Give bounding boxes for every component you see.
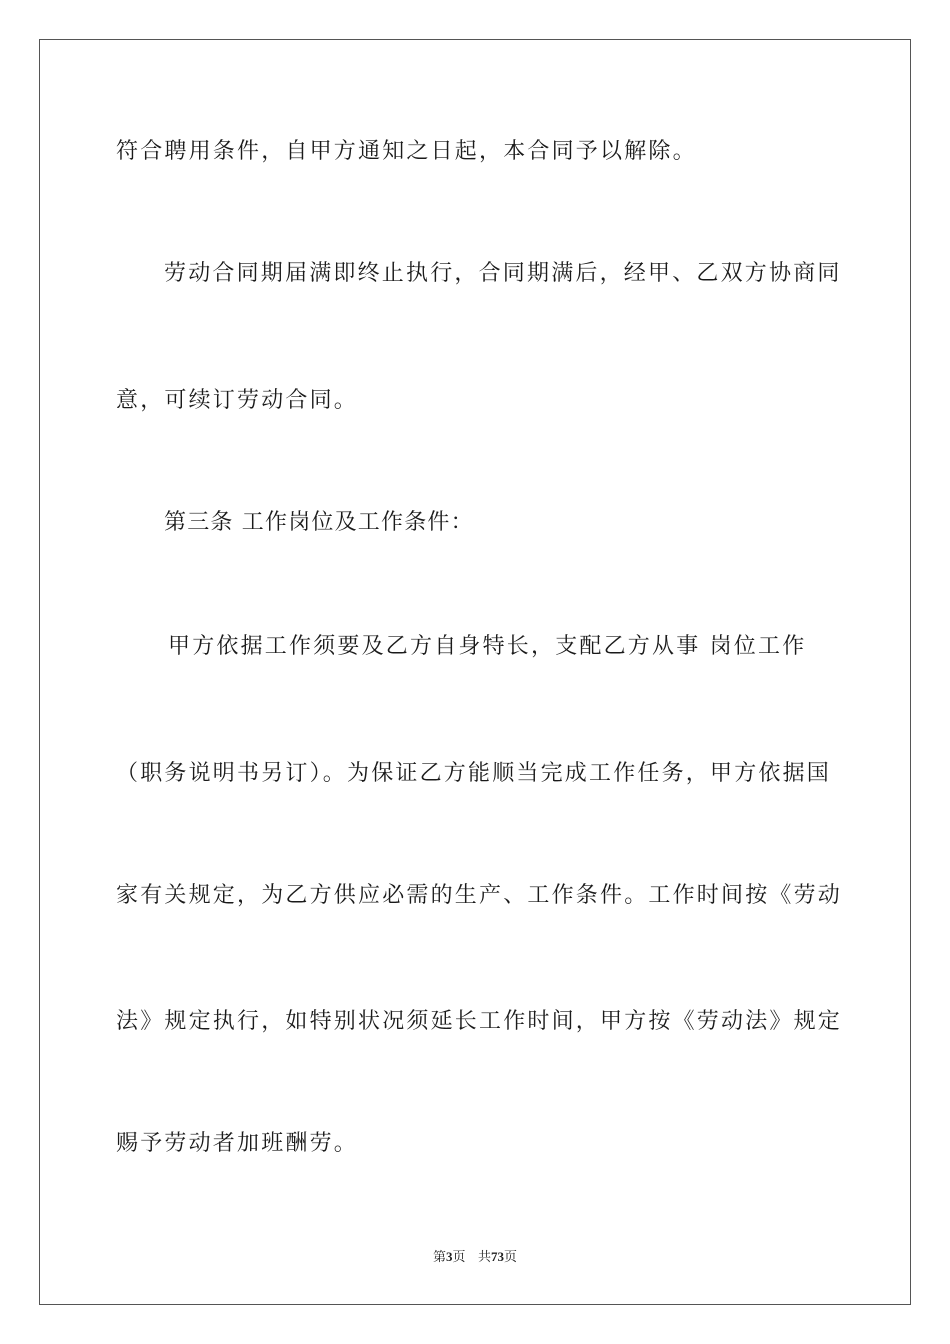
paragraph-line: 劳动合同期届满即终止执行，合同期满后，经甲、乙双方协商同 [164, 261, 842, 286]
total-suffix: 页 [503, 1250, 517, 1265]
page-border [39, 39, 911, 1305]
paragraph-line: 甲方依据工作须要及乙方自身特长，支配乙方从事 岗位工作 [168, 634, 807, 659]
paragraph-line: （职务说明书另订）。为保证乙方能顺当完成工作任务，甲方依据国 [116, 761, 832, 786]
paragraph-line: 意，可续订劳动合同。 [116, 388, 359, 413]
paragraph-line: 家有关规定，为乙方供应必需的生产、工作条件。工作时间按《劳动 [116, 883, 843, 908]
page-number: 3 [446, 1249, 453, 1264]
page-suffix: 页 [452, 1250, 466, 1265]
paragraph-line: 法》规定执行，如特别状况须延长工作时间，甲方按《劳动法》规定 [116, 1009, 843, 1034]
paragraph-line: 赐予劳动者加班酬劳。 [116, 1131, 359, 1156]
page-prefix: 第 [433, 1250, 447, 1265]
page-footer [0, 1248, 950, 1267]
total-prefix: 共 [477, 1250, 491, 1265]
total-pages: 73 [490, 1249, 504, 1264]
paragraph-line: 符合聘用条件，自甲方通知之日起，本合同予以解除。 [116, 139, 697, 164]
section-heading: 第三条 工作岗位及工作条件： [164, 510, 474, 535]
